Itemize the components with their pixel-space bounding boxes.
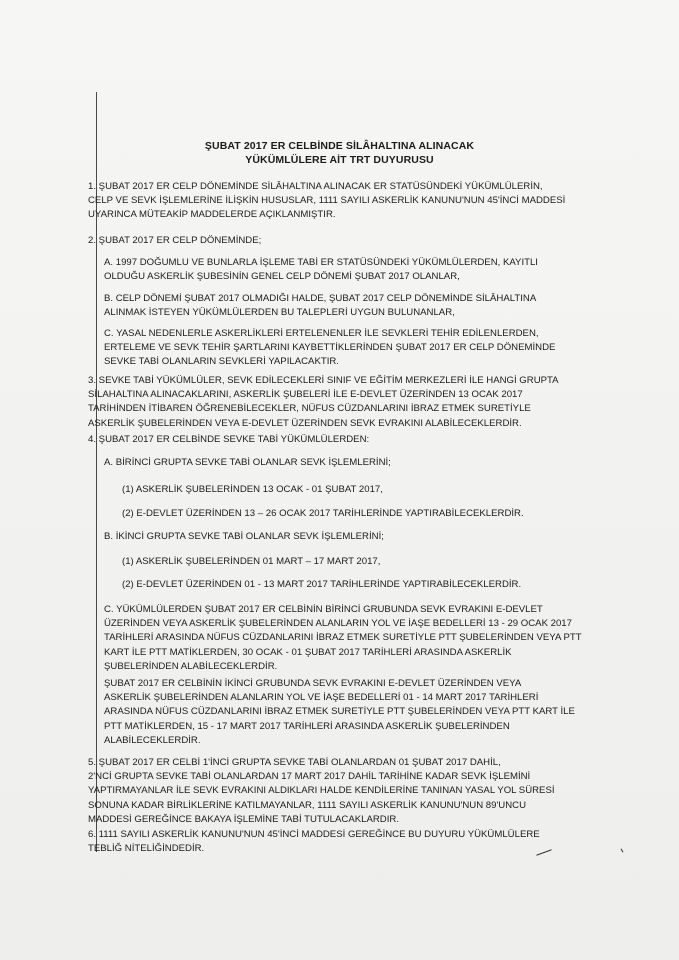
paragraph-line: SEVKE TABİ OLANLARIN SEVKLERİ YAPILACAKTIR. xyxy=(104,356,339,368)
paragraph-5 xyxy=(88,756,632,827)
paragraph-line: TARİHİNDEN İTİBAREN ÖĞRENEBİLECEKLER, NÜFUS CÜZDANLARINI İBRAZ ETMEK SURETİYLE xyxy=(88,403,531,415)
paragraph-3 xyxy=(88,374,632,431)
paragraph-4d xyxy=(104,677,634,748)
paragraph-line: (1) ASKERLİK ŞUBELERİNDEN 01 MART – 17 MART 2017, xyxy=(122,556,381,567)
paragraph-line: ASKERLİK ŞUBELERİNDEN ALANLARIN YOL VE İAŞE BEDELLERİ 01 - 14 MART 2017 TARİHLERİ xyxy=(104,692,539,704)
document-title-line-2: YÜKÜMLÜLERE AİT TRT DUYURUSU xyxy=(245,154,434,166)
paragraph-4b xyxy=(104,530,634,544)
document-title-line-1: ŞUBAT 2017 ER CELBİNDE SİLÂHALTINA ALINACAK xyxy=(204,140,475,152)
paragraph-1 xyxy=(88,180,632,223)
paragraph-2-heading xyxy=(88,234,632,248)
paragraph-line: B. CELP DÖNEMİ ŞUBAT 2017 OLMADIĞI HALDE, ŞUBAT 2017 CELP DÖNEMİNDE SİLÂHALTINA xyxy=(104,293,537,304)
paragraph-line: SİLAHALTINA ALINACAKLARINI, ASKERLİK ŞUBELERİ İLE E-DEVLET ÜZERİNDEN 13 OCAK 2017 xyxy=(88,389,523,401)
paragraph-6 xyxy=(88,828,632,856)
paragraph-line: ŞUBELERİNDEN ALABİLECEKLERDİR. xyxy=(104,660,278,672)
paragraph-line: C. YASAL NEDENLERLE ASKERLİKLERİ ERTELENENLER İLE SEVKLERİ TEHİR EDİLENLERDEN, xyxy=(104,328,539,339)
paragraph-line: (1) ASKERLİK ŞUBELERİNDEN 13 OCAK - 01 ŞUBAT 2017, xyxy=(122,484,383,495)
paragraph-line: (2) E-DEVLET ÜZERİNDEN 13 – 26 OCAK 2017 TARİHLERİNDE YAPTIRABİLECEKLERDİR. xyxy=(122,508,524,519)
paragraph-line: 3. SEVKE TABİ YÜKÜMLÜLER, SEVK EDİLECEKLERİ SINIF VE EĞİTİM MERKEZLERİ İLE HANGİ GRUPTA xyxy=(88,375,559,386)
paragraph-line: A. BİRİNCİ GRUPTA SEVKE TABİ OLANLAR SEVK İŞLEMLERİNİ; xyxy=(104,457,391,468)
paragraph-line: ŞUBAT 2017 ER CELBİNİN İKİNCİ GRUBUNDA SEVK EVRAKINI E-DEVLET ÜZERİNDEN VEYA xyxy=(104,678,522,689)
paragraph-line: TEBLİĞ NİTELİĞİNDEDİR. xyxy=(88,843,205,855)
paragraph-line: TARİHLERİ ARASINDA NÜFUS CÜZDANLARINI İBRAZ ETMEK SURETİYLE PTT ŞUBELERİNDEN VEYA PTT xyxy=(104,632,582,644)
paragraph-line: 2. ŞUBAT 2017 ER CELP DÖNEMİNDE; xyxy=(88,235,262,246)
paragraph-line: ASKERLİK ŞUBELERİNDEN VEYA E-DEVLET ÜZERİNDEN SEVK EVRAKINI ALABİLECEKLERDİR. xyxy=(88,417,522,429)
paragraph-line: MADDESİ GEREĞİNCE BAKAYA İŞLEMİNE TABİ TUTULACAKLARDIR. xyxy=(88,813,399,825)
paragraph-4b-2 xyxy=(122,578,632,592)
paragraph-line: 2'NCİ GRUPTA SEVKE TABİ OLANLARDAN 17 MART 2017 DAHİL TARİHİNE KADAR SEVK İŞLEMİNİ xyxy=(88,771,531,783)
paragraph-2a xyxy=(104,256,634,284)
paragraph-line: B. İKİNCİ GRUPTA SEVKE TABİ OLANLAR SEVK İŞLEMLERİNİ; xyxy=(104,531,384,542)
paragraph-line: 5. ŞUBAT 2017 ER CELBİ 1'İNCİ GRUPTA SEVKE TABİ OLANLARDAN 01 ŞUBAT 2017 DAHİL, xyxy=(88,757,501,768)
paragraph-line: SONUNA KADAR BİRLİKLERİNE KATILMAYANLAR, 1111 SAYILI ASKERLİK KANUNU'NUN 89'UNCU xyxy=(88,799,527,811)
paragraph-4b-1 xyxy=(122,555,632,569)
paragraph-line: PTT MATİKLERDEN, 15 - 17 MART 2017 TARİHLERİ ARASINDA ASKERLİK ŞUBELERİNDEN xyxy=(104,720,510,732)
paragraph-line: A. 1997 DOĞUMLU VE BUNLARLA İŞLEME TABİ ER STATÜSÜNDEKİ YÜKÜMLÜLERDEN, KAYITLI xyxy=(104,257,538,268)
paragraph-line: 4. ŞUBAT 2017 ER CELBİNDE SEVKE TABİ YÜKÜMLÜLERDEN: xyxy=(88,434,370,445)
paragraph-4c xyxy=(104,603,634,674)
paragraph-line: OLDUĞU ASKERLİK ŞUBESİNİN GENEL CELP DÖNEMİ ŞUBAT 2017 OLANLAR, xyxy=(104,271,460,283)
paragraph-line: C. YÜKÜMLÜLERDEN ŞUBAT 2017 ER CELBİNİN BİRİNCİ GRUBUNDA SEVK EVRAKINI E-DEVLET xyxy=(104,604,543,615)
paragraph-line: ALABİLECEKLERDİR. xyxy=(104,734,201,746)
paragraph-line: CELP VE SEVK İŞLEMLERİNE İLİŞKİN HUSUSLAR, 1111 SAYILI ASKERLİK KANUNU'NUN 45'İNCİ MADDESİ xyxy=(88,195,566,207)
paragraph-line: 1. ŞUBAT 2017 ER CELP DÖNEMİNDE SİLÂHALTINA ALINACAK ER STATÜSÜNDEKİ YÜKÜMLÜLERİN, xyxy=(88,181,543,192)
paragraph-4-heading xyxy=(88,433,632,447)
paragraph-line: ÜZERİNDEN VEYA ASKERLİK ŞUBELERİNDEN ALANLARIN YOL VE İAŞE BEDELLERİ 13 - 29 OCAK 2017 xyxy=(104,618,572,630)
paragraph-line: 6. 1111 SAYILI ASKERLİK KANUNU'NUN 45'İNCİ MADDESİ GEREĞİNCE BU DUYURU YÜKÜMLÜLERE xyxy=(88,829,540,840)
paragraph-line: ALINMAK İSTEYEN YÜKÜMLÜLERDEN BU TALEPLERİ UYGUN BULUNANLAR, xyxy=(104,307,455,319)
paragraph-line: ERTELEME VE SEVK TEHİR ŞARTLARINI KAYBETTİKLERİNDEN ŞUBAT 2017 ER CELP DÖNEMİNDE xyxy=(104,342,556,354)
paragraph-2c xyxy=(104,327,634,370)
paragraph-line: YAPTIRMAYANLAR İLE SEVK EVRAKINI ALDIKLARI HALDE KENDİLERİNE TANINAN YASAL YOL SÜRESİ xyxy=(88,785,555,797)
paragraph-4a-2 xyxy=(122,507,632,521)
paragraph-line: ARASINDA NÜFUS CÜZDANLARINI İBRAZ ETMEK SURETİYLE PTT ŞUBELERİNDEN VEYA PTT KART İLE xyxy=(104,706,575,718)
paragraph-line: (2) E-DEVLET ÜZERİNDEN 01 - 13 MART 2017 TARİHLERİNDE YAPTIRABİLECEKLERDİR. xyxy=(122,579,522,590)
paragraph-2b xyxy=(104,292,634,320)
paragraph-line: UYARINCA MÜTEAKİP MADDELERDE AÇIKLANMIŞTIR. xyxy=(88,209,336,221)
paragraph-4a xyxy=(104,456,634,470)
paragraph-line: KART İLE PTT MATİKLERDEN, 30 OCAK - 01 ŞUBAT 2017 TARİHLERİ ARASINDA ASKERLİK xyxy=(104,646,512,658)
paragraph-4a-1 xyxy=(122,483,632,497)
